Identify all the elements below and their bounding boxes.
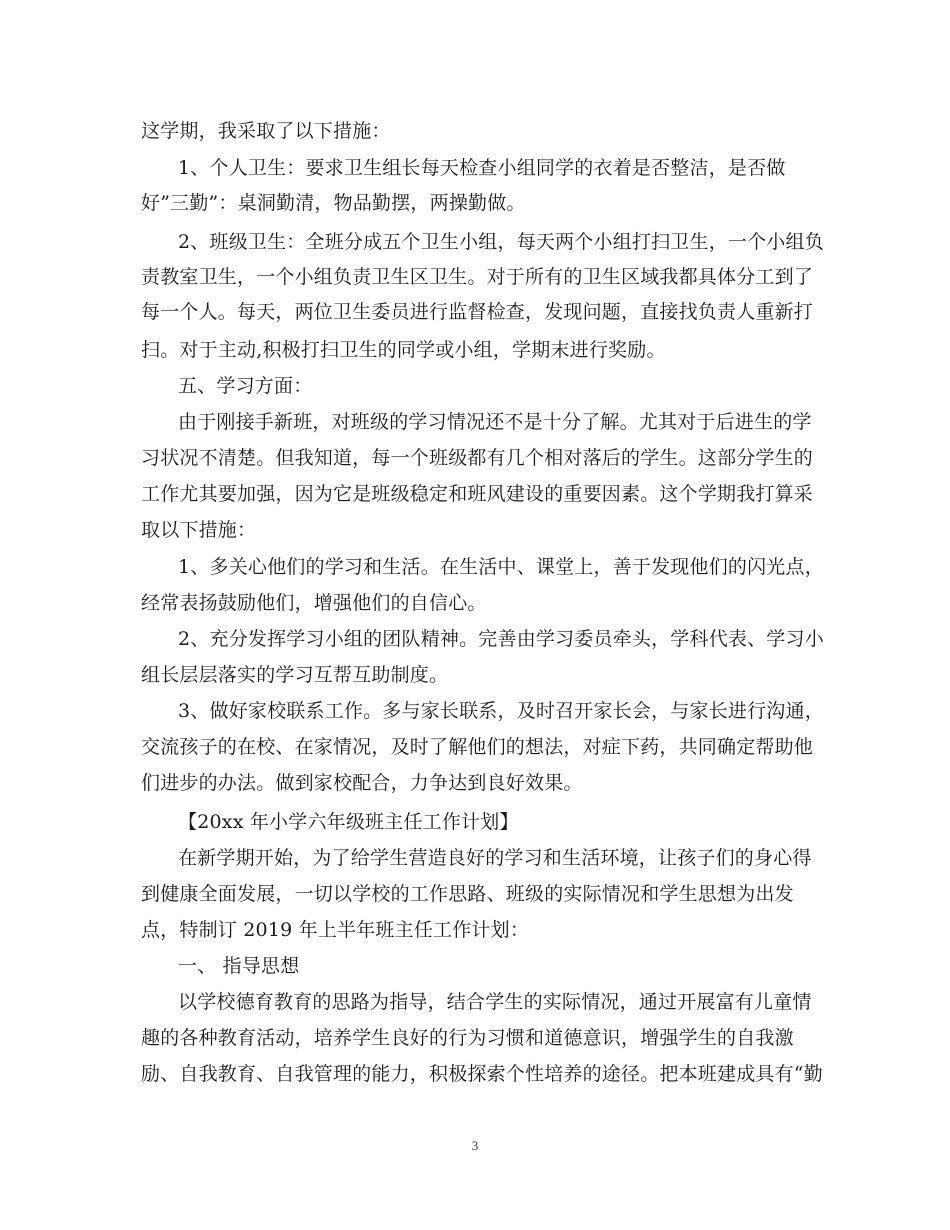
text-line: 责教室卫生，一个小组负责卫生区卫生。对于所有的卫生区域我都具体分工到了 [141,266,814,288]
text-line: 1、多关心他们的学习和生活。在生活中、课堂上，善于发现他们的闪光点， [178,556,824,578]
text-line: 由于刚接手新班，对班级的学习情况还不是十分了解。尤其对于后进生的学 [178,411,812,433]
plan-title: 【20xx 年小学六年级班主任工作计划】 [178,811,519,833]
text-line: 每一个人。每天，两位卫生委员进行监督检查，发现问题，直接找负责人重新打 [141,301,814,323]
text-line: 这学期，我采取了以下措施： [141,120,391,142]
text-line: 2、充分发挥学习小组的团队精神。完善由学习委员牵头，学科代表、学习小 [178,628,824,650]
text-line: 组长层层落实的学习互帮互助制度。 [141,664,449,686]
text-line: 点，特制订 2019 年上半年班主任工作计划： [141,919,530,941]
text-line: 取以下措施： [141,519,257,541]
text-line: 2、班级卫生：全班分成五个卫生小组，每天两个小组打扫卫生，一个小组负 [178,231,824,253]
text-line: 到健康全面发展，一切以学校的工作思路、班级的实际情况和学生思想为出发 [141,883,794,905]
text-line: 励、自我教育、自我管理的能力，积极探索个性培养的途径。把本班建成具有“勤 [141,1063,823,1085]
text-line: 趣的各种教育活动，培养学生良好的行为习惯和道德意识，增强学生的自我激 [141,1027,794,1049]
text-line: 1、个人卫生：要求卫生组长每天检查小组同学的衣着是否整洁，是否做 [178,157,786,179]
text-line: 习状况不清楚。但我知道，每一个班级都有几个相对落后的学生。这部分学生的 [141,447,814,469]
text-line: 3、做好家校联系工作。多与家长联系，及时召开家长会，与家长进行沟通， [178,700,824,722]
text-line: 工作尤其要加强，因为它是班级稳定和班风建设的重要因素。这个学期我打算采 [141,483,814,505]
text-line: 在新学期开始，为了给学生营造良好的学习和生活环境，让孩子们的身心得 [178,847,812,869]
text-line: 以学校德育教育的思路为指导，结合学生的实际情况，通过开展富有儿童情 [178,991,812,1013]
section-heading: 五、学习方面： [178,375,313,397]
text-line: 扫。对于主动,积极打扫卫生的同学或小组，学期末进行奖励。 [141,339,666,361]
page-number: 3 [471,1138,479,1153]
text-line: 好”三勤”：桌洞勤清，物品勤摆，两操勤做。 [141,192,526,214]
text-line: 交流孩子的在校、在家情况，及时了解他们的想法，对症下药，共同确定帮助他 [141,736,814,758]
section-heading: 一、 指导思想 [178,955,300,977]
text-line: 经常表扬鼓励他们，增强他们的自信心。 [141,592,487,614]
text-line: 们进步的办法。做到家校配合，力争达到良好效果。 [141,772,583,794]
